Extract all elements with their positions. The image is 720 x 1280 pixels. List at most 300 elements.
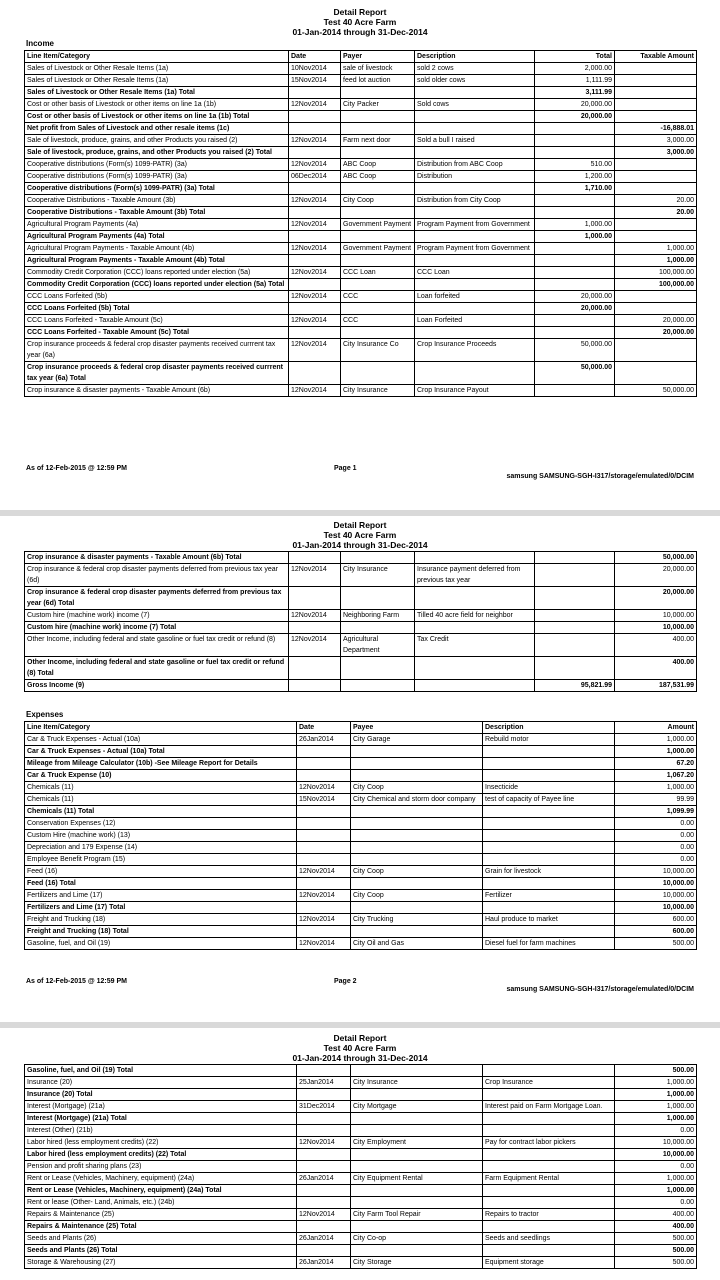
table-cell: Sale of livestock, produce, grains, and other Products you raised (2) — [25, 135, 289, 147]
table-row — [25, 135, 697, 147]
table-cell — [535, 552, 615, 564]
farm-name: Test 40 Acre Farm — [323, 1043, 397, 1053]
table-cell: 1,000.00 — [615, 1101, 697, 1113]
table-cell — [297, 746, 351, 758]
table-cell — [535, 327, 615, 339]
table-cell — [341, 231, 415, 243]
table-total-row — [25, 902, 697, 914]
table-cell — [615, 111, 697, 123]
table-cell: 1,000.00 — [535, 219, 615, 231]
table-cell — [341, 622, 415, 634]
table-row — [25, 1233, 697, 1245]
table-cell — [289, 279, 341, 291]
table-total-row — [25, 587, 697, 610]
table-row — [25, 914, 697, 926]
table-cell: 100,000.00 — [615, 279, 697, 291]
table-cell: 50,000.00 — [615, 385, 697, 397]
table-cell — [483, 758, 615, 770]
table-cell — [483, 926, 615, 938]
table-cell: Government Payment — [341, 219, 415, 231]
table-cell: Sales of Livestock or Other Resale Items (1a) Total — [25, 87, 289, 99]
table-row — [25, 171, 697, 183]
table-cell — [341, 303, 415, 315]
table-total-row — [25, 207, 697, 219]
table-cell: Cooperative Distributions - Taxable Amount (3b) — [25, 195, 289, 207]
table-cell — [535, 195, 615, 207]
table-cell — [289, 123, 341, 135]
table-cell: Crop insurance & disaster payments - Taxable Amount (6b) Total — [25, 552, 289, 564]
table-total-row — [25, 1245, 697, 1257]
table-cell — [351, 1197, 483, 1209]
table-cell — [535, 267, 615, 279]
table-cell: City Insurance — [341, 564, 415, 587]
table-cell: Agricultural Department — [341, 634, 415, 657]
table-cell — [297, 1197, 351, 1209]
table-cell: Farm Equipment Rental — [483, 1173, 615, 1185]
table-cell: CCC Loans Forfeited - Taxable Amount (5c) Total — [25, 327, 289, 339]
table-cell: 400.00 — [615, 657, 697, 680]
table-total-row — [25, 87, 697, 99]
table-cell: Loan Forfeited — [415, 315, 535, 327]
table-cell — [415, 147, 535, 159]
table-cell — [351, 854, 483, 866]
table-cell — [535, 243, 615, 255]
table-cell: 0.00 — [615, 854, 697, 866]
table-cell: Pension and profit sharing plans (23) — [25, 1161, 297, 1173]
table-cell: 0.00 — [615, 1125, 697, 1137]
table-cell: Feed (16) Total — [25, 878, 297, 890]
table-cell: 95,821.99 — [535, 680, 615, 692]
table-cell — [351, 1161, 483, 1173]
table-cell: 99.99 — [615, 794, 697, 806]
table-cell: sale of livestock — [341, 63, 415, 75]
table-total-row — [25, 147, 697, 159]
table-cell — [483, 902, 615, 914]
as-of-stamp: As of 12-Feb-2015 @ 12:59 PM — [26, 978, 127, 985]
table-cell — [341, 657, 415, 680]
expenses-header-row — [25, 722, 697, 734]
table-cell: 1,710.00 — [535, 183, 615, 195]
table-cell: Cooperative distributions (Form(s) 1099-PATR) (3a) — [25, 171, 289, 183]
table-cell: Rent or Lease (Vehicles, Machinery, equipment) (24a) — [25, 1173, 297, 1185]
table-cell: 12Nov2014 — [289, 339, 341, 362]
table-cell: Cooperative Distributions - Taxable Amount (3b) Total — [25, 207, 289, 219]
table-cell: 500.00 — [615, 1065, 697, 1077]
table-cell — [615, 75, 697, 87]
table-row — [25, 842, 697, 854]
table-cell: 1,099.99 — [615, 806, 697, 818]
table-cell: Custom hire (machine work) income (7) Total — [25, 622, 289, 634]
table-cell: 31Dec2014 — [297, 1101, 351, 1113]
table-cell: 1,111.99 — [535, 75, 615, 87]
table-cell: Tax Credit — [415, 634, 535, 657]
table-row — [25, 734, 697, 746]
table-cell — [289, 87, 341, 99]
table-row — [25, 782, 697, 794]
table-cell: City Garage — [351, 734, 483, 746]
table-cell — [351, 1245, 483, 1257]
table-cell: 12Nov2014 — [289, 99, 341, 111]
table-row — [25, 830, 697, 842]
table-row — [25, 1197, 697, 1209]
table-cell: 1,000.00 — [615, 243, 697, 255]
table-total-row — [25, 806, 697, 818]
table-cell: Interest (Mortgage) (21a) Total — [25, 1113, 297, 1125]
table-cell: Interest (Mortgage) (21a) — [25, 1101, 297, 1113]
table-cell: 0.00 — [615, 1161, 697, 1173]
table-cell — [535, 622, 615, 634]
table-cell — [615, 183, 697, 195]
table-cell — [297, 758, 351, 770]
table-cell — [289, 657, 341, 680]
table-cell — [615, 339, 697, 362]
table-cell — [297, 842, 351, 854]
expenses-table-page-2 — [24, 721, 697, 950]
table-row — [25, 75, 697, 87]
table-cell: ABC Coop — [341, 171, 415, 183]
table-row — [25, 818, 697, 830]
table-cell: Insurance (20) — [25, 1077, 297, 1089]
table-cell: Pay for contract labor pickers — [483, 1137, 615, 1149]
table-cell: 10,000.00 — [615, 902, 697, 914]
table-total-row — [25, 758, 697, 770]
table-cell: 20,000.00 — [615, 564, 697, 587]
table-cell: Crop insurance & disaster payments - Taxable Amount (6b) — [25, 385, 289, 397]
table-cell: Net profit from Sales of Livestock and other resale items (1c) — [25, 123, 289, 135]
table-cell: City Trucking — [351, 914, 483, 926]
table-cell: Insecticide — [483, 782, 615, 794]
farm-name: Test 40 Acre Farm — [323, 17, 397, 27]
table-cell — [415, 622, 535, 634]
table-cell — [351, 818, 483, 830]
table-cell — [615, 63, 697, 75]
table-cell: Distribution — [415, 171, 535, 183]
table-cell — [351, 902, 483, 914]
table-cell: Storage & Warehousing (27) — [25, 1257, 297, 1269]
table-cell: Sales of Livestock or Other Resale Items (1a) — [25, 63, 289, 75]
table-cell: City Insurance — [351, 1077, 483, 1089]
table-cell: 20,000.00 — [615, 327, 697, 339]
table-cell — [535, 279, 615, 291]
table-cell: 10Nov2014 — [289, 63, 341, 75]
table-cell: 1,000.00 — [615, 734, 697, 746]
table-cell: CCC — [341, 315, 415, 327]
table-cell: Depreciation and 179 Expense (14) — [25, 842, 297, 854]
table-cell — [483, 842, 615, 854]
table-cell: Interest paid on Farm Mortgage Loan. — [483, 1101, 615, 1113]
table-cell: 500.00 — [615, 938, 697, 950]
table-row — [25, 794, 697, 806]
table-cell — [289, 147, 341, 159]
table-cell: 187,531.99 — [615, 680, 697, 692]
table-cell — [615, 219, 697, 231]
table-cell — [297, 1065, 351, 1077]
table-cell — [483, 1221, 615, 1233]
table-cell: 12Nov2014 — [289, 564, 341, 587]
table-cell — [351, 1221, 483, 1233]
table-cell: Farm next door — [341, 135, 415, 147]
table-total-row — [25, 1065, 697, 1077]
table-cell — [297, 806, 351, 818]
table-row — [25, 1173, 697, 1185]
table-total-row — [25, 552, 697, 564]
table-cell: City Packer — [341, 99, 415, 111]
table-cell — [297, 1161, 351, 1173]
table-cell: Crop Insurance Proceeds — [415, 339, 535, 362]
table-cell: 1,000.00 — [615, 1113, 697, 1125]
table-cell — [341, 362, 415, 385]
table-cell — [415, 362, 535, 385]
table-cell: Crop insurance proceeds & federal crop disaster payments received currrent tax year (6a) Total — [25, 362, 289, 385]
table-row — [25, 1161, 697, 1173]
table-cell — [297, 878, 351, 890]
report-title: Detail Report — [333, 7, 387, 17]
report-header — [0, 7, 720, 37]
table-cell: 1,000.00 — [615, 1089, 697, 1101]
table-row — [25, 63, 697, 75]
table-cell: 12Nov2014 — [289, 267, 341, 279]
table-row — [25, 1101, 697, 1113]
table-cell — [483, 1245, 615, 1257]
table-cell — [289, 327, 341, 339]
table-cell: Cost or other basis of Livestock or other items on line 1a (1b) Total — [25, 111, 289, 123]
table-cell: Government Payment — [341, 243, 415, 255]
table-cell: Fertilizer — [483, 890, 615, 902]
table-cell: 12Nov2014 — [289, 385, 341, 397]
table-cell — [351, 830, 483, 842]
table-cell — [615, 99, 697, 111]
table-cell — [341, 552, 415, 564]
table-cell — [415, 123, 535, 135]
table-cell: City Storage — [351, 1257, 483, 1269]
table-cell — [535, 634, 615, 657]
table-total-row — [25, 327, 697, 339]
table-cell — [351, 1149, 483, 1161]
table-cell: 20,000.00 — [615, 315, 697, 327]
table-cell — [351, 1065, 483, 1077]
table-cell — [483, 1185, 615, 1197]
table-cell — [297, 1089, 351, 1101]
table-cell: 12Nov2014 — [289, 135, 341, 147]
table-cell: 10,000.00 — [615, 622, 697, 634]
col-header: Amount — [615, 722, 697, 734]
table-cell: Gasoline, fuel, and Oil (19) Total — [25, 1065, 297, 1077]
table-cell: Custom hire (machine work) income (7) — [25, 610, 289, 622]
table-cell — [535, 587, 615, 610]
table-cell: 12Nov2014 — [297, 1209, 351, 1221]
table-cell: 1,000.00 — [615, 782, 697, 794]
table-cell — [535, 564, 615, 587]
table-cell: 600.00 — [615, 926, 697, 938]
table-cell: Seeds and seedlings — [483, 1233, 615, 1245]
table-cell: 12Nov2014 — [289, 243, 341, 255]
table-cell: 15Nov2014 — [297, 794, 351, 806]
table-cell — [483, 1149, 615, 1161]
table-cell — [415, 183, 535, 195]
table-cell: sold older cows — [415, 75, 535, 87]
table-cell: 400.00 — [615, 1221, 697, 1233]
table-cell: 600.00 — [615, 914, 697, 926]
table-total-row — [25, 622, 697, 634]
table-cell — [415, 255, 535, 267]
table-cell — [615, 159, 697, 171]
table-cell: Sales of Livestock or Other Resale Items (1a) — [25, 75, 289, 87]
table-total-row — [25, 770, 697, 782]
table-cell: 1,000.00 — [615, 1173, 697, 1185]
table-cell: 1,200.00 — [535, 171, 615, 183]
table-cell — [341, 207, 415, 219]
table-total-row — [25, 680, 697, 692]
table-cell: City Insurance Co — [341, 339, 415, 362]
table-cell: test of capacity of Payee line — [483, 794, 615, 806]
table-cell: 2,000.00 — [535, 63, 615, 75]
table-cell: Sold a bull I raised — [415, 135, 535, 147]
device-path: samsung SAMSUNG-SGH-I317/storage/emulated/0/DCIM — [506, 473, 694, 480]
table-cell: City Oil and Gas — [351, 938, 483, 950]
table-cell — [351, 770, 483, 782]
table-cell — [535, 657, 615, 680]
table-cell: 20,000.00 — [615, 587, 697, 610]
table-cell: 0.00 — [615, 1197, 697, 1209]
table-cell: 26Jan2014 — [297, 1173, 351, 1185]
table-cell — [289, 680, 341, 692]
table-cell — [297, 902, 351, 914]
table-total-row — [25, 123, 697, 135]
table-row — [25, 385, 697, 397]
table-cell: 20,000.00 — [535, 303, 615, 315]
table-cell: City Co-op — [351, 1233, 483, 1245]
income-table-page-1 — [24, 50, 697, 397]
table-cell — [415, 327, 535, 339]
table-total-row — [25, 1149, 697, 1161]
table-cell — [483, 854, 615, 866]
table-cell: 20,000.00 — [535, 99, 615, 111]
table-row — [25, 267, 697, 279]
table-cell: Seeds and Plants (26) Total — [25, 1245, 297, 1257]
table-cell: Labor hired (less employment credits) (22) Total — [25, 1149, 297, 1161]
table-cell: Employee Benefit Program (15) — [25, 854, 297, 866]
income-table-page-2 — [24, 551, 697, 692]
table-total-row — [25, 279, 697, 291]
table-cell — [341, 123, 415, 135]
report-header — [0, 520, 720, 550]
table-cell — [483, 746, 615, 758]
table-cell: 510.00 — [535, 159, 615, 171]
table-cell: Fertilizers and Lime (17) — [25, 890, 297, 902]
table-cell — [351, 806, 483, 818]
table-cell — [483, 770, 615, 782]
table-cell: Other Income, including federal and state gasoline or fuel tax credit or refund (8) — [25, 634, 289, 657]
table-total-row — [25, 303, 697, 315]
table-cell: Fertilizers and Lime (17) Total — [25, 902, 297, 914]
table-row — [25, 634, 697, 657]
table-cell: City Mortgage — [351, 1101, 483, 1113]
table-cell: 3,000.00 — [615, 135, 697, 147]
table-cell: 67.20 — [615, 758, 697, 770]
table-cell — [483, 818, 615, 830]
income-header-row — [25, 51, 697, 63]
table-cell — [341, 183, 415, 195]
table-cell: Distribution from ABC Coop — [415, 159, 535, 171]
table-cell: 0.00 — [615, 818, 697, 830]
table-cell: Car & Truck Expenses - Actual (10a) — [25, 734, 297, 746]
table-cell — [351, 1089, 483, 1101]
table-cell: Cooperative distributions (Form(s) 1099-PATR) (3a) Total — [25, 183, 289, 195]
page-number: Page 2 — [334, 978, 357, 985]
table-cell — [289, 587, 341, 610]
table-cell: CCC — [341, 291, 415, 303]
col-header: Description — [483, 722, 615, 734]
col-header: Taxable Amount — [615, 51, 697, 63]
table-total-row — [25, 362, 697, 385]
col-header: Date — [289, 51, 341, 63]
table-row — [25, 243, 697, 255]
table-cell: City Insurance — [341, 385, 415, 397]
table-cell — [615, 291, 697, 303]
table-cell: Crop Insurance — [483, 1077, 615, 1089]
table-cell: Crop insurance & federal crop disaster payments deferred from previous tax year (6d) Total — [25, 587, 289, 610]
table-cell: Neighboring Farm — [341, 610, 415, 622]
table-cell — [341, 279, 415, 291]
table-cell — [415, 231, 535, 243]
table-cell: 12Nov2014 — [297, 938, 351, 950]
report-header — [0, 1033, 720, 1063]
table-cell — [535, 315, 615, 327]
table-cell: 20,000.00 — [535, 111, 615, 123]
table-cell — [289, 552, 341, 564]
table-cell — [297, 818, 351, 830]
table-total-row — [25, 1113, 697, 1125]
table-cell — [415, 111, 535, 123]
report-period: 01-Jan-2014 through 31-Dec-2014 — [292, 540, 428, 550]
col-header: Total — [535, 51, 615, 63]
table-cell — [289, 622, 341, 634]
table-cell — [297, 1221, 351, 1233]
table-cell — [341, 111, 415, 123]
table-cell — [535, 610, 615, 622]
table-cell — [341, 255, 415, 267]
table-cell: City Equipment Rental — [351, 1173, 483, 1185]
table-cell: 20,000.00 — [535, 291, 615, 303]
table-cell — [415, 552, 535, 564]
table-cell: 3,000.00 — [615, 147, 697, 159]
table-cell: 26Jan2014 — [297, 1233, 351, 1245]
table-cell: Grain for livestock — [483, 866, 615, 878]
table-cell — [289, 207, 341, 219]
table-cell: Agricultural Program Payments - Taxable Amount (4b) Total — [25, 255, 289, 267]
table-cell — [483, 1089, 615, 1101]
table-cell: 1,000.00 — [615, 1185, 697, 1197]
table-cell — [415, 303, 535, 315]
table-row — [25, 339, 697, 362]
table-cell: 25Jan2014 — [297, 1077, 351, 1089]
table-cell: 10,000.00 — [615, 866, 697, 878]
table-cell: CCC Loans Forfeited - Taxable Amount (5c) — [25, 315, 289, 327]
table-cell: Crop insurance & federal crop disaster payments deferred from previous tax year (6d) — [25, 564, 289, 587]
table-cell: 10,000.00 — [615, 890, 697, 902]
table-cell: Custom Hire (machine work) (13) — [25, 830, 297, 842]
table-row — [25, 854, 697, 866]
table-cell: Repairs & Maintenance (25) — [25, 1209, 297, 1221]
table-cell: 10,000.00 — [615, 610, 697, 622]
table-total-row — [25, 111, 697, 123]
table-cell — [297, 854, 351, 866]
table-cell — [535, 147, 615, 159]
table-cell — [615, 362, 697, 385]
table-cell: City Coop — [351, 782, 483, 794]
table-cell: 10,000.00 — [615, 1149, 697, 1161]
table-row — [25, 1125, 697, 1137]
